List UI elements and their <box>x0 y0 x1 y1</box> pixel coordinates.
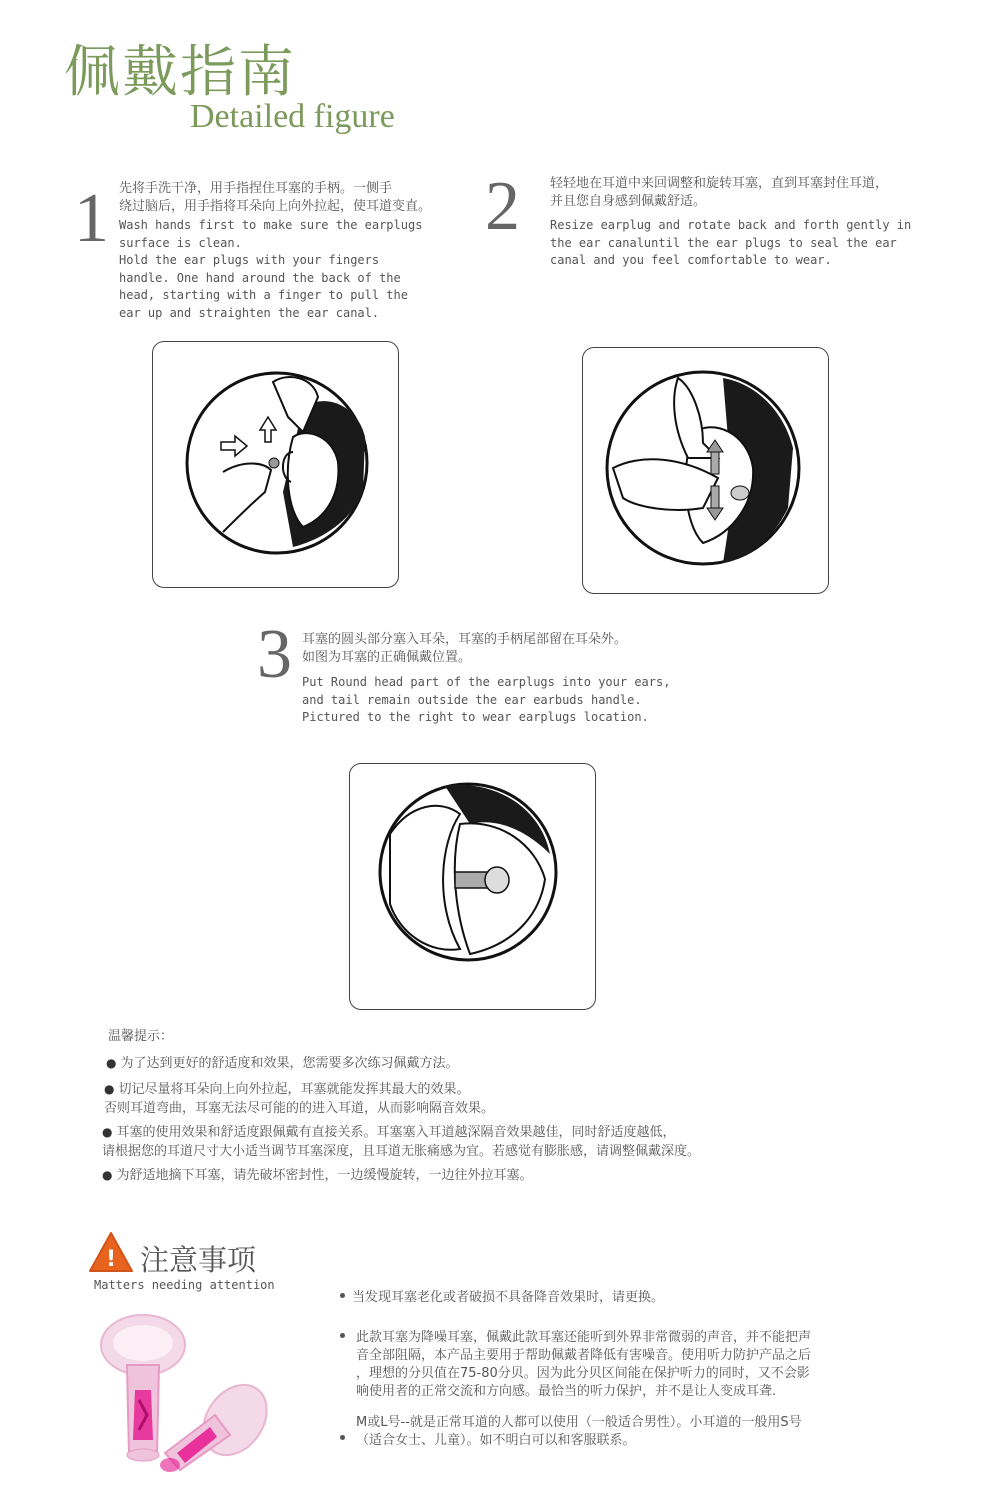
step-3-illustration <box>349 763 596 1010</box>
note-1: 当发现耳塞老化或者破损不具备降音效果时，请更换。 <box>352 1290 665 1305</box>
attention-title: 注意事项 <box>140 1243 257 1277</box>
step-3-text-cn: 耳塞的圆头部分塞入耳朵，耳塞的手柄尾部留在耳朵外。 如图为耳塞的正确佩戴位置。 <box>302 632 628 665</box>
note-1-bullet <box>340 1293 345 1298</box>
page-subtitle: Detailed figure <box>190 98 395 135</box>
step-2-text-cn: 轻轻地在耳道中来回调整和旋转耳塞，直到耳塞封住耳道， 并且您自身感到佩戴舒适。 <box>550 176 889 209</box>
page-title: 佩戴指南 <box>64 40 296 105</box>
step-3-text-en: Put Round head part of the earplugs into your ears, and tail remain outside the ear earbuds handle. Pictured to the right to wear earplugs location. <box>302 675 671 724</box>
attention-subtitle: Matters needing attention <box>94 1278 275 1292</box>
step-1-text-cn: 先将手洗干净，用手指捏住耳塞的手柄。一侧手 绕过脑后，用手指将耳朵向上向外拉起，使耳道变直。 <box>119 181 432 214</box>
step-1-illustration <box>152 341 399 588</box>
step-1-text-en: Wash hands first to make sure the earplugs surface is clean. Hold the ear plugs with your fingers handle. One hand around the back of the head, starting with a finger to pull the ear up and straighten the ear canal. <box>119 218 423 320</box>
note-2-bullet <box>340 1333 345 1338</box>
note-2: 此款耳塞为降噪耳塞，佩戴此款耳塞还能听到外界非常微弱的声音，并不能把声 音全部阻隔，本产品主要用于帮助佩戴者降低有害噪音。使用听力防护产品之后 ，理想的分贝值在75-80分贝。因为此分贝区间能在保护听力的同时，又不会影 响使用者的正常交流和方向感。最恰当的听力保护，并不是让人变成耳聋. <box>356 1330 812 1399</box>
step-2-illustration <box>582 347 829 594</box>
warning-triangle-icon <box>88 1231 134 1273</box>
step-2-number: 2 <box>485 168 520 245</box>
step-3-number: 3 <box>257 616 292 693</box>
step-1-number: 1 <box>74 180 109 257</box>
warning-symbol: ! <box>105 1247 117 1272</box>
step-2-text-en: Resize earplug and rotate back and forth gently in the ear canaluntil the ear plugs to seal the ear canal and you feel comfortable to wear. <box>550 218 912 267</box>
tips-title: 温馨提示： <box>108 1029 174 1044</box>
note-3: M或L号--就是正常耳道的人都可以使用（一般适合男性）。小耳道的一般用S号 （适合女士、儿童）。如不明白可以和客服联系。 <box>356 1415 802 1448</box>
note-3-bullet <box>340 1435 345 1440</box>
tip-2: ● 切记尽量将耳朵向上向外拉起，耳塞就能发挥其最大的效果。 否则耳道弯曲，耳塞无法尽可能的的进入耳道，从而影响隔音效果。 <box>104 1082 495 1116</box>
tip-3: ● 耳塞的使用效果和舒适度跟佩戴有直接关系。耳塞塞入耳道越深隔音效果越佳，同时舒适度越低， 请根据您的耳道尺寸大小适当调节耳塞深度，且耳道无胀痛感为宜。若感觉有膨胀感，请调整佩戴深度。 <box>102 1125 701 1159</box>
tip-1: ● 为了达到更好的舒适度和效果，您需要多次练习佩戴方法。 <box>106 1056 459 1071</box>
tip-4: ● 为舒适地摘下耳塞，请先破坏密封性，一边缓慢旋转，一边往外拉耳塞。 <box>102 1168 533 1183</box>
earplug-product-image <box>95 1305 280 1485</box>
